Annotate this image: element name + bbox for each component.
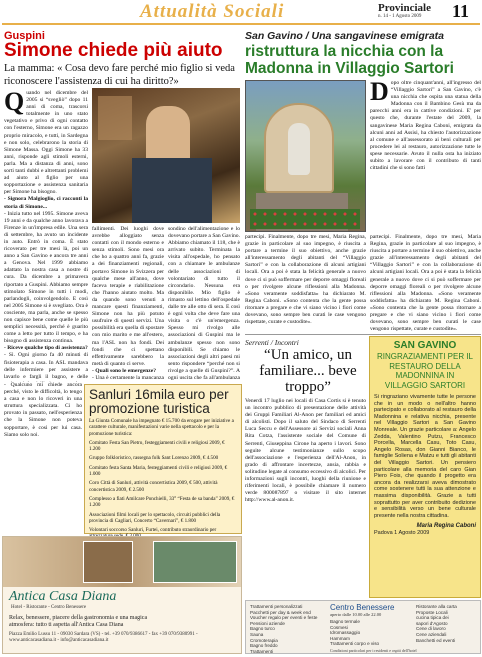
madonna-niche-photo — [245, 80, 366, 232]
paragraph: - Qualcuno mi chiede ancora perché, visto le difficoltà, lo tengo a casa e non lo ricoveri in una struttura specializzata. Ci ho provato in passato, nell'esperienza che la Simone non poteva sopportare, è così per lui casa. Siamo solo noi. — [4, 382, 82, 438]
article-headline: Simone chiede più aiuto — [4, 40, 223, 61]
paragraph: Gruppo folkloristico, rassegna folk Sant Lorenzo 2009, € 4.500 — [89, 455, 219, 462]
paragraph: sondino dell'alimentazione e lo dovevano portare a San Gavino. Abbiamo chiamato il 118, che è arrivato subito. Terminata la visita all'ospedale, ho pensato con a chiamare le ambulanze delle associazioni di volontariato di tutto il circondario. Nessuna era disponibile. Mio figlio è rimasto sul lettino dell'ospedale dalle tre alle otto di sera. E così è ogni volta che deve fare una visita o c'è un'emergenza. Spesso mi rivolgo alle associazioni di Guspini ma le ambulanze spesso non sono disponibili. Se chiamo le associazioni degli altri paesi mi sento rispondere “perché non si rivolge a quelle di Guspini?”. A ogni uscita che fa all'ambulanza — [168, 226, 240, 381]
drop-cap: D — [370, 80, 389, 106]
thanks-box-subtitle: RINGRAZIAMENTI PER IL RESTAURO DELLA MADONNINA IN VILLAGGIO SARTORI — [376, 352, 473, 390]
article-column-1-cont — [4, 382, 82, 534]
drop-cap: Q — [4, 90, 25, 116]
centro-benessere-ad — [245, 600, 481, 654]
paragraph: Associazioni filmi locali per lo spettacolo, circuiti pubblici della provincia di Cagliari, Concerto “Cavernari”, € 1.800 — [89, 511, 221, 524]
paragraph: Comitato festa Santa Maria, festeggiamenti civili e religiosi 2009, € 1.000 — [89, 464, 228, 478]
sanluri-headline: Sanluri 16mila euro per promozione turistica — [89, 387, 229, 416]
ad-contact: Piazza Emilio Lussu 11 - 09030 Sardara (VS) - tel. +39 070/9386617 - fax +39 070/9380991 - www.anticacasadiana.it - info@anticacasadiana.it — [9, 632, 198, 643]
paragraph: - Sì. Ogni giorno fa 40 minuti di fisioterapia a casa. In ASL mandava delle infermiere per assistere a lavarlo e fargli il bagno, e delle — [4, 352, 88, 380]
ad-logo: Antica Casa Diana — [9, 589, 117, 604]
right-article-headline: ristruttura la nicchia con la Madonna in Villaggio Sartori — [245, 43, 454, 77]
section-divider — [245, 334, 481, 335]
interview-question: - Quali sono le emergenze? — [92, 367, 157, 374]
ad-footnote: Condizioni particolari per i residenti e ospiti dell'hotel — [330, 648, 417, 653]
page-number: 11 — [452, 1, 470, 21]
ad-list-right: Ristorante alla carta Proposte Locali cucina tipica dei sapori d'Agosto Cene di lavoro Cene aziendali Banchetti ed eventi — [416, 604, 457, 643]
right-article-kicker: San Gavino / Una sangavinese emigrata — [245, 30, 481, 42]
article-subtitle: La mamma: « Cosa devo fare perché mio figlio si veda riconoscere l'assistenza di cui ha diritto?» — [4, 63, 235, 87]
paragraph: Coro Città di Sanluri, attività concertistica 2009, € 500, attività concertistica 2009, € 2.500 — [89, 480, 218, 493]
ad-centro-hours: aperto dalle 10.00 alle 22.00 — [330, 612, 382, 617]
right-article-column-3 — [245, 234, 366, 332]
thanks-box-body: Si ringraziano vivamente tutte le persone che in un modo o nell'altro hanno partecipato e collaborato al restauro della Madonnina e relativa nicchia, presente nel Villaggio Sartori a San Gavino Monreale. Un grazie particolare a: Angelo Zedda, Valentino Putzu, Francesco Porcella, Marcella Casu, Toto Casu, Angelo Rosas, don Gianni Bianco, le famiglie Soliena e Matzu e tutti gli abitanti del Villaggio Sartori. Un pensiero particolare alla memoria del caro Gian Piero Fois, che quando il progetto era ancora da realizzarsi aveva dimostrato come sostenere tutti la sua attenzione e massima disponibilità. Grazie a tutti soprattutto per aver contribuito dedizione e sensibilità verso un bene culturale presente nella nostra cittadina. — [374, 394, 476, 519]
ad-centro-name: Centro Benessere — [330, 603, 395, 612]
paragraph: Complesso a fiati Amilcare Ponchielli, 33° “Festa de sa banda” 2009, € 1.200 — [89, 495, 235, 509]
ad-description: Relax, benessere, piacere della gastronomia e una magica atmosfera: tutto ti aspetta all'Antica Casa Diana — [9, 615, 148, 628]
sanluri-news-box — [84, 384, 242, 534]
paragraph: partecipi. Finalmente, dopo tre mesi, Maria Regina, grazie in particolare al suo impegno, è riuscita a portare a termine il suo obiettivo, anche grazie all'interessamento degli abitanti del “Villaggio Sartori” e con la collaborazione di alcuni artigiani locali. Ora a poi è stata la felicità generale a nuovo dove ci si può soffermare per deporre omaggi floreali o per rivolgere alcune riflessioni alla Madonna. «Sono veramente soddisfatta» ha dichiarato M. Regina Caboni. «Sono contenta che la gente possa ritornare a pregare e che vi siano vicino i fiori come dovevano, sono sempre ben curati le case vengono rispettate, curate e custodite». — [245, 234, 366, 326]
thanks-box — [369, 336, 481, 598]
ad-list-left: Trattamenti personalizzati Pacchetti per day & week end Voucher regalo per eventi e feste Pensioni aziende Bagno turco Sauna Cromoterapia Bagno freddo Trattamenti — [250, 604, 318, 654]
ad-logo-sub: Hotel - Ristorante - Centro Benessere — [11, 605, 87, 610]
article-column-2 — [92, 226, 164, 382]
right-article-column-2 — [370, 234, 481, 332]
page-header — [0, 0, 482, 22]
right-article-column-1 — [370, 80, 481, 232]
serrenti-body — [245, 398, 366, 598]
paragraph: Volontari soccorso Sanluri, Furtei, contributo straordinario per — [89, 527, 217, 534]
newspaper-brand: Provinciale — [378, 2, 431, 14]
section-title: Attualità Sociali — [140, 1, 285, 22]
ad-photo — [153, 541, 237, 583]
header-rule — [2, 23, 480, 25]
serrenti-kicker: Serrenti / Incontri — [245, 338, 299, 347]
article-column-3 — [168, 226, 240, 382]
ad-photo — [83, 541, 133, 583]
article-column-1 — [4, 90, 88, 382]
ad-services-list: Bagno termale Cosmesi Idromassaggio Hammam Trattamenti corpo e viso — [330, 619, 380, 647]
thanks-box-title: SAN GAVINO — [393, 340, 457, 351]
paragraph: - Una è certamente la mancanza — [92, 374, 164, 381]
paragraph: fallimenti. Dei luoghi dove avrebbe alloggiato senza contatti con il mondo esterno e senza stimoli. Sono mesi ora che ho a quattro anni fa, grazie a dei finanziamenti regionali, portavo Simone in Svizzera per qualche mese all'anno, dove faceva terapie e riabilitazione che l'hanno aiutato molto. Ma da quando sono venuti a mancare questi finanziamenti, Simone non ha più potuto usufruire di questi servizi. Una possibilità era quella di spostare con mio marito e me all'estero, ma l'ASL non ha fondi. Dei fondi che ci spettano effettivamente sarebbero la metà di quanto ci serve. — [92, 226, 164, 367]
paragraph: partecipi. Finalmente, dopo tre mesi, Maria Regina, grazie in particolare al suo impegno, è riuscita a portare a termine il suo obiettivo, anche grazie all'interessamento degli abitanti del “Villaggio Sartori” e con la collaborazione di alcuni artigiani locali. Ora a poi è stata la felicità generale a nuovo dove ci si può soffermare per deporre omaggi floreali o per rivolgere alcune riflessioni alla Madonna. «Sono veramente soddisfatta» ha dichiarato M. Regina Caboni. «Sono contenta che la gente possa ritornare a pregare e che vi siano vicino i fiori come dovevano, sono sempre ben curati le case vengono rispettate, curate e custodite». — [370, 234, 481, 332]
interview-question: - Riceve qualche tipo di assistenza? — [4, 345, 88, 352]
paragraph: - Inizia tutto nel 1995. Simone aveva 19 anni e da qualche anno lavorava a Firenze in un'impresa edile. Una sera di settembre, ha avuto un incidente in auto. Entrò in coma. È stato ricoverato per tre mesi là, poi un anno a San Gavino e ancora tre anni a Genova. Nel 1999 abbiamo adattato la nostra casa a nostre di cura. Da dicembre a primavera riportato a Guspini. Abbiamo sempre stimolato Simone in tutti i modi, parlandogli, coinvolgendolo. E così nel 2005 Simone si è svegliato. Ora è cosciente, ma parla, anche se spesso non capisce bene come quelle le più semplici necessità, perché è guarito come a letto per tutto il tempo, e ha bisogno di assistenza continua. — [4, 210, 88, 345]
paragraph: La Giunta Comunale ha impegnato € 15.700 da erogare per iniziative a carattere culturale, manifestazioni varie nella spettacolo e per la promozione turistica: — [89, 418, 234, 437]
paragraph: Venerdì 17 luglio nei locali di Casa Cortis si è tenuto un incontro pubblico di presentazione delle attività dei Gruppi Familiari Al-Anon per familiari ed amici di alcolisti. Dopo il saluto del Sindaco di Serrenti Luca Seccu e dell'Assessore ai Servizi sociali Anna Rita Cotza, l'assistente sociale del Comune di Serrenti, Giuseppina Cirone ha aperto i lavori. Sono seguite alcune testimonianze sullo scopo dell'associazione e l'esperienza dell'Al-Anon, in grado di affrontare incertezze, ansia, rabbia e solitudine legate al consumo eccessivo di alcolici. Per informazioni sugli incontri, luoghi della riunione e riferimenti locali, è possibile chiamare il numero verde 800087897 o visitare il sito internet http://www.al-anon.it. — [245, 398, 366, 504]
interview-question: - Signora Malgioglio, ci racconti la storia di Simone... — [4, 196, 88, 210]
issue-date: n. 14 - 1 Agosto 2009 — [378, 14, 422, 19]
serrenti-headline: “Un amico, un familiare... beve troppo” — [259, 347, 357, 395]
paragraph: opo oltre cinquant'anni, all'ingresso del “Villaggio Sartori” a San Gavino, c'è una nicchia che ospita una statua della Madonna con il Bambino Gesù ma da parecchi anni era in cattive condizioni. E' per questo che, durante l'estate del 2009, la sangavinese Maria Regina Caboni, emigrata da alcuni anni ad Assisi, ha chiesto l'autorizzazione al comune e all'assessorato ai beni culturali per procedere lei al restauro, autorizzazione tutte le spese necessarie. Avuto il nulla osta ha iniziato subito a lavorare con il contributo di tanti cittadini che si sono fatti — [370, 80, 481, 172]
antica-casa-ad — [2, 536, 242, 654]
paragraph: uando nel dicembre del 2005 si “svegliò” dopo 11 anni di coma, trascorsi totalmente in uno stato vegetativo e privo di ogni contatto con l'esterno, Simone era un ragazzo proprio miracolo, e tutti, in Sardegna e non solo, celebrarono la storia di Simone Massa. Oggi Simone ha 33 anni, risponde agli stimoli esterni, parla. Ma a distanza di anni, sono sorti tanti dubbi e altrettanti problemi ad aiuto al figlio per una sopportazione e assistenza sanitaria per Simone ha bisogno. — [4, 90, 88, 196]
thanks-box-signature: Maria Regina Caboni — [416, 523, 476, 530]
paragraph: Comitato Festa San Pietro, festeggiamenti civili e religiosi 2009, € 1.200 — [89, 439, 225, 453]
article-photo — [92, 88, 240, 223]
article-location-tag: Guspini — [4, 30, 45, 42]
thanks-box-date: Padova 1 Agosto 2009 — [374, 530, 430, 537]
sanluri-body — [89, 418, 237, 540]
